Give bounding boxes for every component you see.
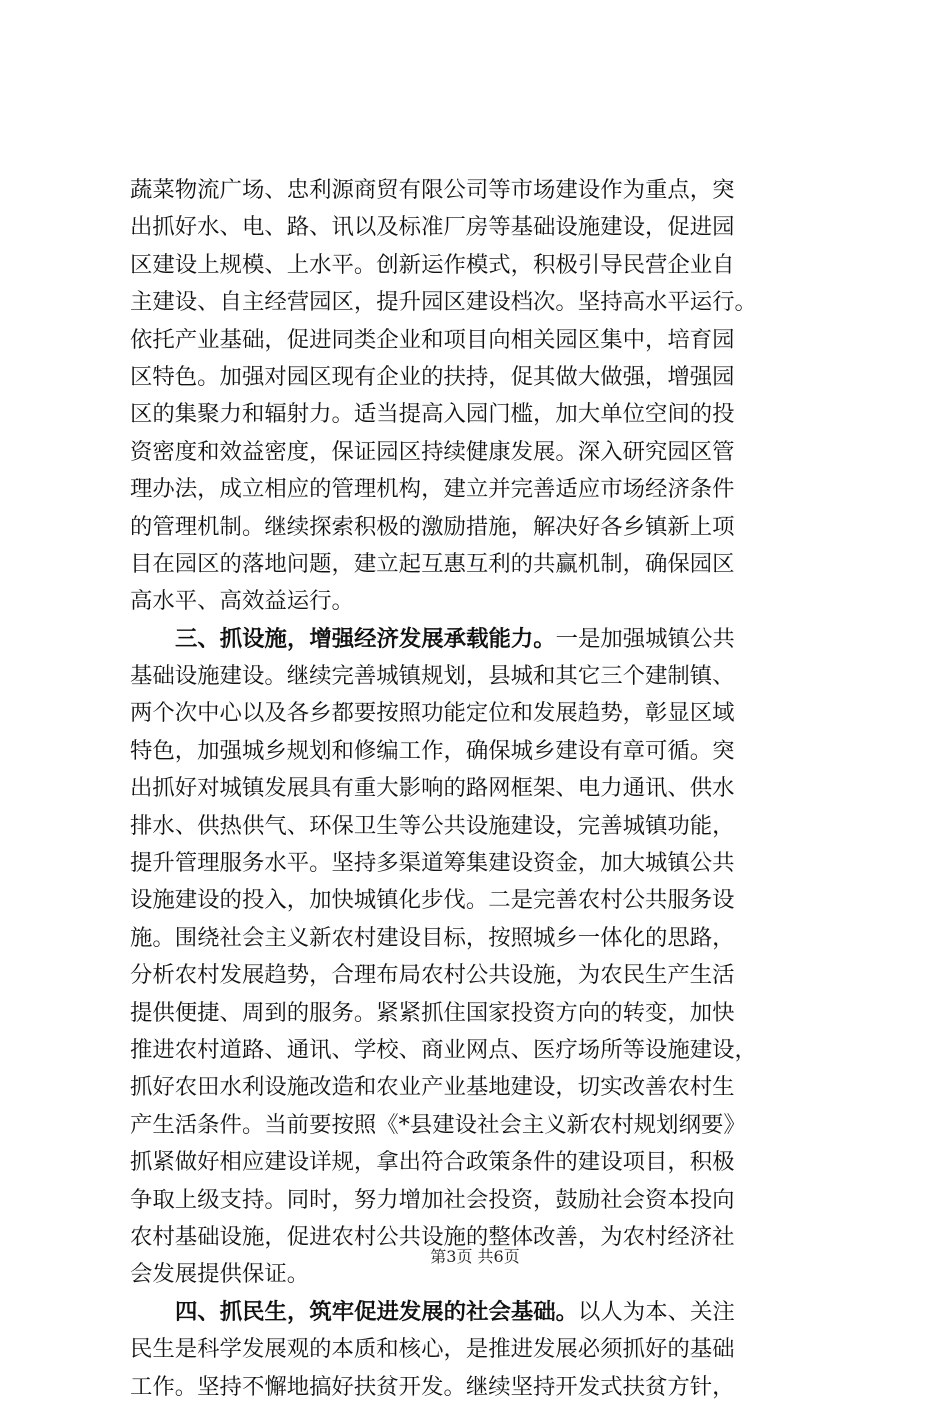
page-footer: 第3页 共6页: [430, 1247, 520, 1266]
text-line: 理办法，成立相应的管理机构，建立并完善适应市场经济条件: [130, 476, 735, 503]
text-line: 依托产业基础，促进同类企业和项目向相关园区集中，培育园: [130, 326, 735, 353]
text-line: 蔬菜物流广场、忠利源商贸有限公司等市场建设作为重点，突: [130, 177, 735, 203]
text-line: 目在园区的落地问题，建立起互惠互利的共赢机制，确保园区: [130, 550, 735, 577]
text-line: 两个次中心以及各乡都要按照功能定位和发展趋势，彰显区域: [130, 700, 735, 727]
text-line: 推进农村道路、通讯、学校、商业网点、医疗场所等设施建设，: [130, 1036, 757, 1063]
text-line: 的管理机制。继续探索积极的激励措施，解决好各乡镇新上项: [130, 513, 735, 540]
text-line: 会发展提供保证。: [130, 1261, 310, 1288]
text-line: 分析农村发展趋势，合理布局农村公共设施，为农民生产生活: [130, 962, 735, 989]
text-line: 提升管理服务水平。坚持多渠道筹集建设资金，加大城镇公共: [130, 850, 735, 877]
section-4-first-line: [130, 1294, 840, 1331]
section-4-lead-text: 以人为本、关注: [578, 1298, 735, 1325]
text-line: 资密度和效益密度，保证园区持续健康发展。深入研究园区管: [130, 438, 735, 465]
text-line: 主建设、自主经营园区，提升园区建设档次。坚持高水平运行。: [130, 289, 757, 316]
text-line: 施。围绕社会主义新农村建设目标，按照城乡一体化的思路，: [130, 924, 735, 951]
section-3-first-line: [130, 621, 840, 658]
text-line: 区的集聚力和辐射力。适当提高入园门槛，加大单位空间的投: [130, 401, 735, 428]
text-line: 出抓好水、电、路、讯以及标准厂房等基础设施建设，促进园: [130, 214, 735, 241]
text-line: 工作。坚持不懈地搞好扶贫开发。继续坚持开发式扶贫方针，: [130, 1373, 735, 1400]
text-line: 产生活条件。当前要按照《*县建设社会主义新农村规划纲要》: [130, 1111, 746, 1138]
text-line: 出抓好对城镇发展具有重大影响的路网框架、电力通讯、供水: [130, 775, 735, 802]
document-body: [130, 172, 840, 1406]
section-4-heading: 四、抓民生，筑牢促进发展的社会基础。: [175, 1298, 579, 1325]
text-line: 农村基础设施，促进农村公共设施的整体改善，为农村经济社: [130, 1223, 735, 1250]
text-line: 设施建设的投入，加快城镇化步伐。二是完善农村公共服务设: [130, 887, 735, 914]
text-line: 区建设上规模、上水平。创新运作模式，积极引导民营企业自: [130, 251, 735, 278]
text-line: 抓紧做好相应建设详规，拿出符合政策条件的建设项目，积极: [130, 1149, 735, 1176]
text-line: 争取上级支持。同时，努力增加社会投资，鼓励社会资本投向: [130, 1186, 735, 1213]
text-line: 排水、供热供气、环保卫生等公共设施建设，完善城镇功能，: [130, 812, 735, 839]
section-3-lead-text: 一是加强城镇公共: [555, 625, 735, 652]
text-line: 民生是科学发展观的本质和核心，是推进发展必须抓好的基础: [130, 1336, 735, 1363]
text-line: 区特色。加强对园区现有企业的扶持，促其做大做强，增强园: [130, 363, 735, 390]
section-3-heading: 三、抓设施，增强经济发展承载能力。: [175, 625, 556, 652]
text-line: 提供便捷、周到的服务。紧紧抓住国家投资方向的转变，加快: [130, 999, 735, 1026]
text-line: 基础设施建设。继续完善城镇规划，县城和其它三个建制镇、: [130, 663, 735, 690]
text-line: 抓好农田水利设施改造和农业产业基地建设，切实改善农村生: [130, 1074, 735, 1101]
text-line: 高水平、高效益运行。: [130, 588, 354, 615]
text-line: 特色，加强城乡规划和修编工作，确保城乡建设有章可循。突: [130, 737, 735, 764]
